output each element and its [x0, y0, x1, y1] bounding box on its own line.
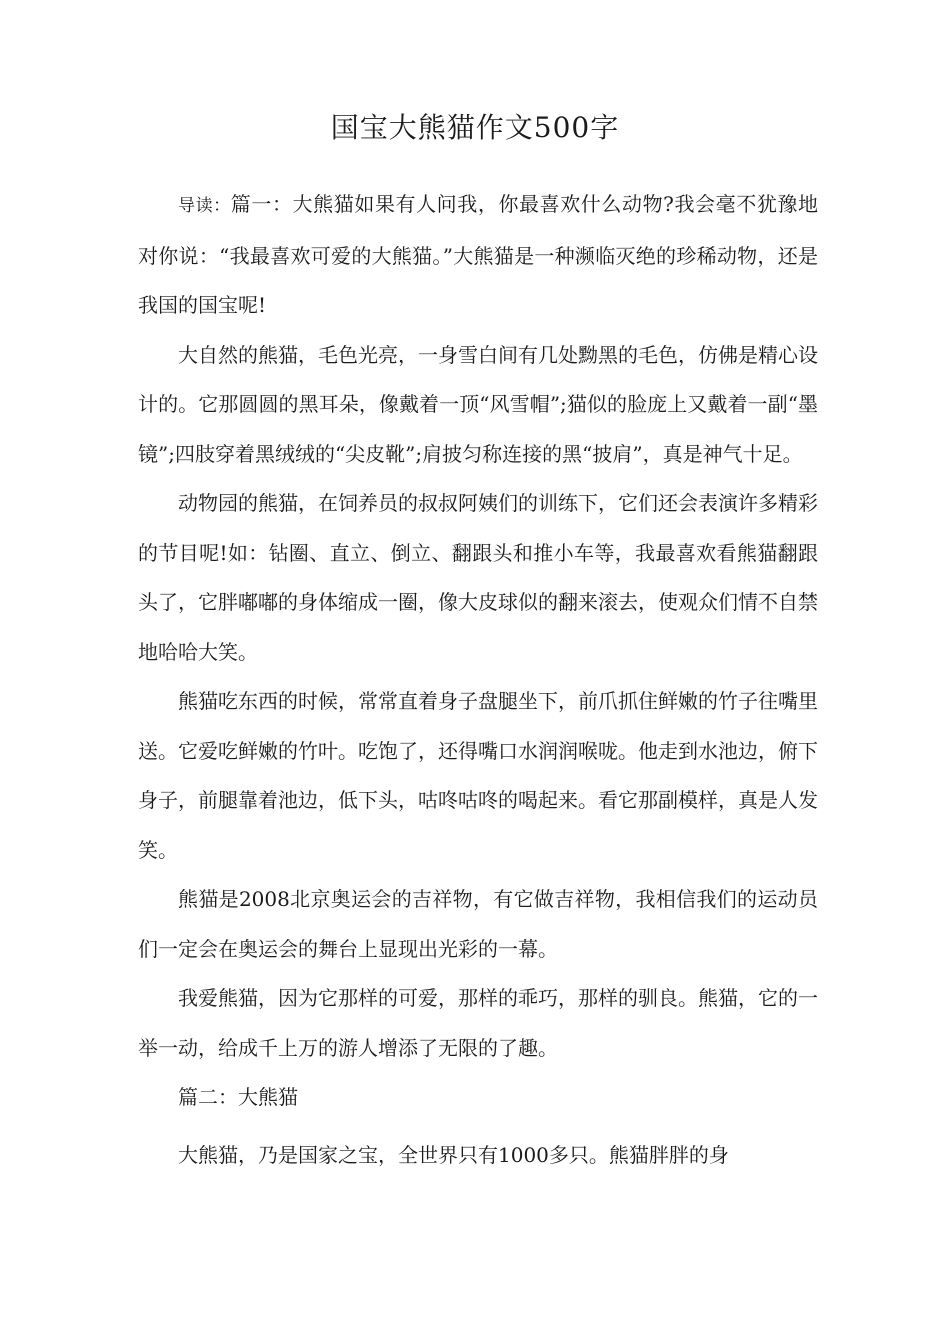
section-two-heading: 篇二：大熊猫: [178, 1085, 298, 1109]
paragraph-zoo-performance: 动物园的熊猫，在饲养员的叔叔阿姨们的训练下，它们还会表演许多精彩的节目呢!如：钻圈、直立、倒立、翻跟头和推小车等，我最喜欢看熊猫翻跟头了，它胖嘟嘟的身体缩成一圈，像大皮球似的翻来滚去，使观众们情不自禁地哈哈大笑。: [138, 491, 818, 664]
paragraph-eating: 熊猫吃东西的时候，常常直着身子盘腿坐下，前爪抓住鲜嫩的竹子往嘴里送。它爱吃鲜嫩的竹叶。吃饱了，还得嘴口水润润喉咙。他走到水池边，俯下身子，前腿靠着池边，低下头，咕咚咕咚的喝起来。看它那副模样，真是人发笑。: [138, 689, 818, 862]
paragraph-conclusion: 我爱熊猫，因为它那样的可爱，那样的乖巧，那样的驯良。熊猫，它的一举一动，给成千上万的游人增添了无限的了趣。: [138, 986, 818, 1060]
lead-text: 篇一：大熊猫如果有人问我，你最喜欢什么动物?我会毫不犹豫地对你说：“我最喜欢可爱的大熊猫。”大熊猫是一种濒临灭绝的珍稀动物，还是我国的国宝呢!: [138, 192, 819, 317]
lead-label: 导读：: [178, 196, 231, 216]
paragraph-olympics: 熊猫是2008北京奥运会的吉祥物，有它做吉祥物，我相信我们的运动员们一定会在奥运会的舞台上显现出光彩的一幕。: [138, 887, 818, 961]
lead-paragraph: [138, 180, 818, 331]
section-two-paragraph: 大熊猫，乃是国家之宝，全世界只有1000多只。熊猫胖胖的身: [178, 1142, 729, 1167]
document-body: [138, 180, 818, 1180]
document-title: 国宝大熊猫作文500字: [330, 111, 620, 144]
paragraph-appearance: 大自然的熊猫，毛色光亮，一身雪白间有几处黝黑的毛色，仿佛是精心设计的。它那圆圆的黑耳朵，像戴着一顶“风雪帽”;猫似的脸庞上又戴着一副“墨镜”;四肢穿着黑绒绒的“尖皮靴”;肩披匀称连接的黑“披肩”，真是神气十足。: [138, 342, 818, 466]
